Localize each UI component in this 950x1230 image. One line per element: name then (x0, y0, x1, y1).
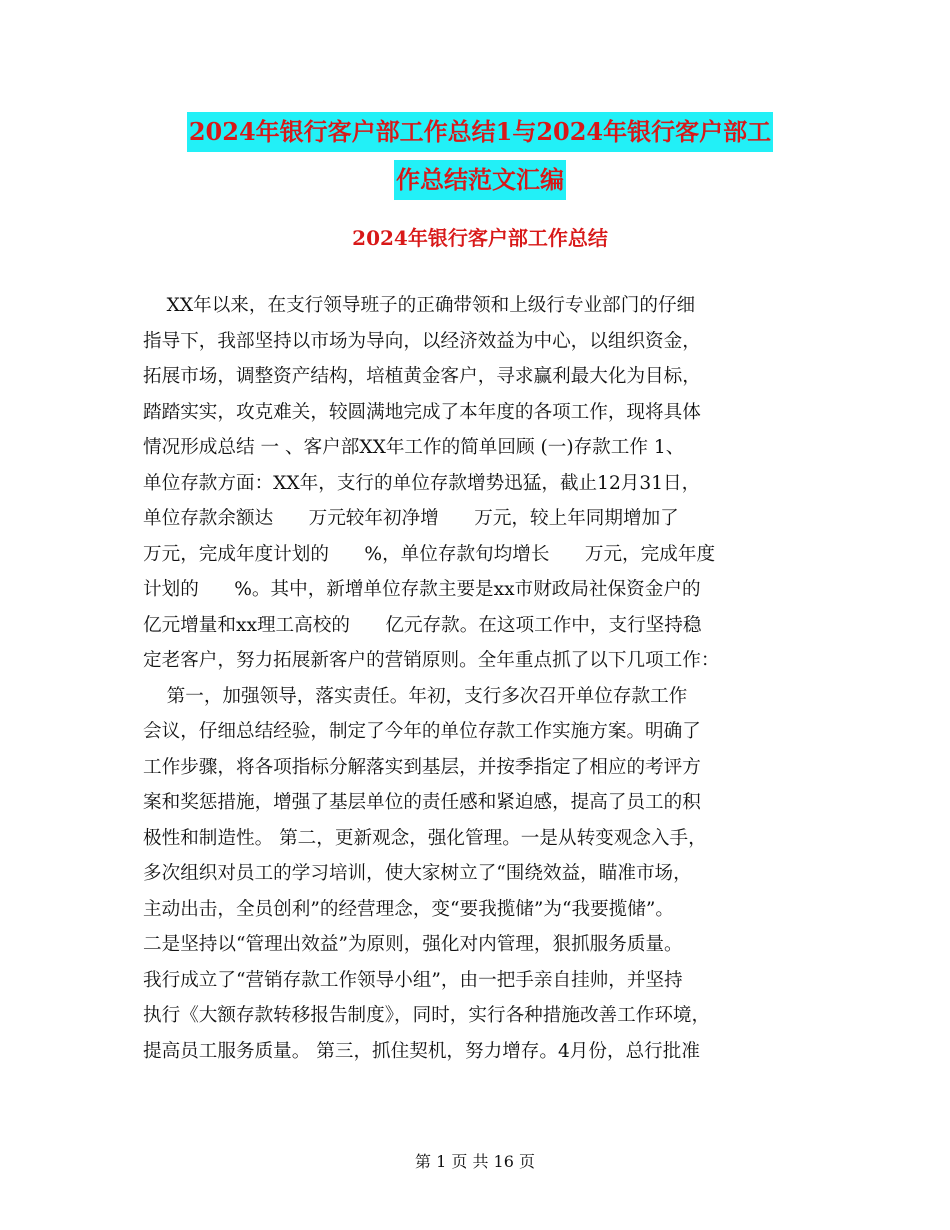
body-line: 亿元增量和xx理工高校的 亿元存款。在这项工作中，支行坚持稳 (143, 614, 702, 636)
body-line: 我行成立了“营销存款工作领导小组”，由一把手亲自挂帅，并坚持 (143, 969, 683, 991)
body-line: 情况形成总结 一 、客户部XX年工作的简单回顾 (一)存款工作 1、 (143, 437, 685, 458)
title-line-2: 作总结范文汇编 (394, 160, 566, 200)
body-line: 单位存款方面：XX年，支行的单位存款增势迅猛，截止12月31日， (143, 472, 701, 494)
body-line: 拓展市场，调整资产结构，培植黄金客户，寻求赢利最大化为目标， (143, 366, 701, 387)
body-line: 万元，完成年度计划的 %，单位存款旬均增长 万元，完成年度 (143, 543, 716, 565)
body-line: 单位存款余额达 万元较年初净增 万元，较上年同期增加了 (143, 508, 679, 529)
body-line: 指导下，我部坚持以市场为导向，以经济效益为中心，以组织资金， (143, 330, 701, 352)
body-line: 计划的 %。其中，新增单位存款主要是xx市财政局社保资金户的 (143, 579, 701, 600)
body-line: 主动出击，全员创利”的经营理念，变“要我揽储”为“我要揽储”。 (143, 898, 674, 920)
body-line: 多次组织对员工的学习培训，使大家树立了“围绕效益，瞄准市场， (143, 863, 692, 884)
body-line: XX年以来，在支行领导班子的正确带领和上级行专业部门的仔细 (143, 295, 696, 316)
body-line: 定老客户，努力拓展新客户的营销原则。全年重点抓了以下几项工作： (143, 650, 720, 671)
body-text (143, 288, 811, 1069)
page-footer: 第 1 页 共 16 页 (415, 1152, 535, 1171)
title-line-1: 2024年银行客户部工作总结1与2024年银行客户部工 (187, 112, 773, 152)
body-line: 提高员工服务质量。 第三，抓住契机，努力增存。4月份，总行批准 (143, 1040, 700, 1062)
body-line: 会议，仔细总结经验，制定了今年的单位存款工作实施方案。明确了 (143, 721, 701, 742)
body-line: 踏踏实实，攻克难关，较圆满地完成了本年度的各项工作，现将具体 (143, 401, 701, 423)
body-line: 第一，加强领导，落实责任。年初，支行多次召开单位存款工作 (143, 685, 688, 707)
body-line: 二是坚持以“管理出效益”为原则，强化对内管理，狠抓服务质量。 (143, 934, 683, 955)
body-line: 工作步骤，将各项指标分解落实到基层，并按季指定了相应的考评方 (143, 756, 701, 778)
body-line: 执行《大额存款转移报告制度》，同时，实行各种措施改善工作环境， (143, 1005, 711, 1026)
section-heading: 2024年银行客户部工作总结 (352, 226, 608, 250)
body-line: 极性和制造性。 第二，更新观念，强化管理。一是从转变观念入手， (143, 827, 707, 849)
document-title (140, 112, 820, 200)
body-line: 案和奖惩措施，增强了基层单位的责任感和紧迫感，提高了员工的积 (143, 792, 701, 813)
